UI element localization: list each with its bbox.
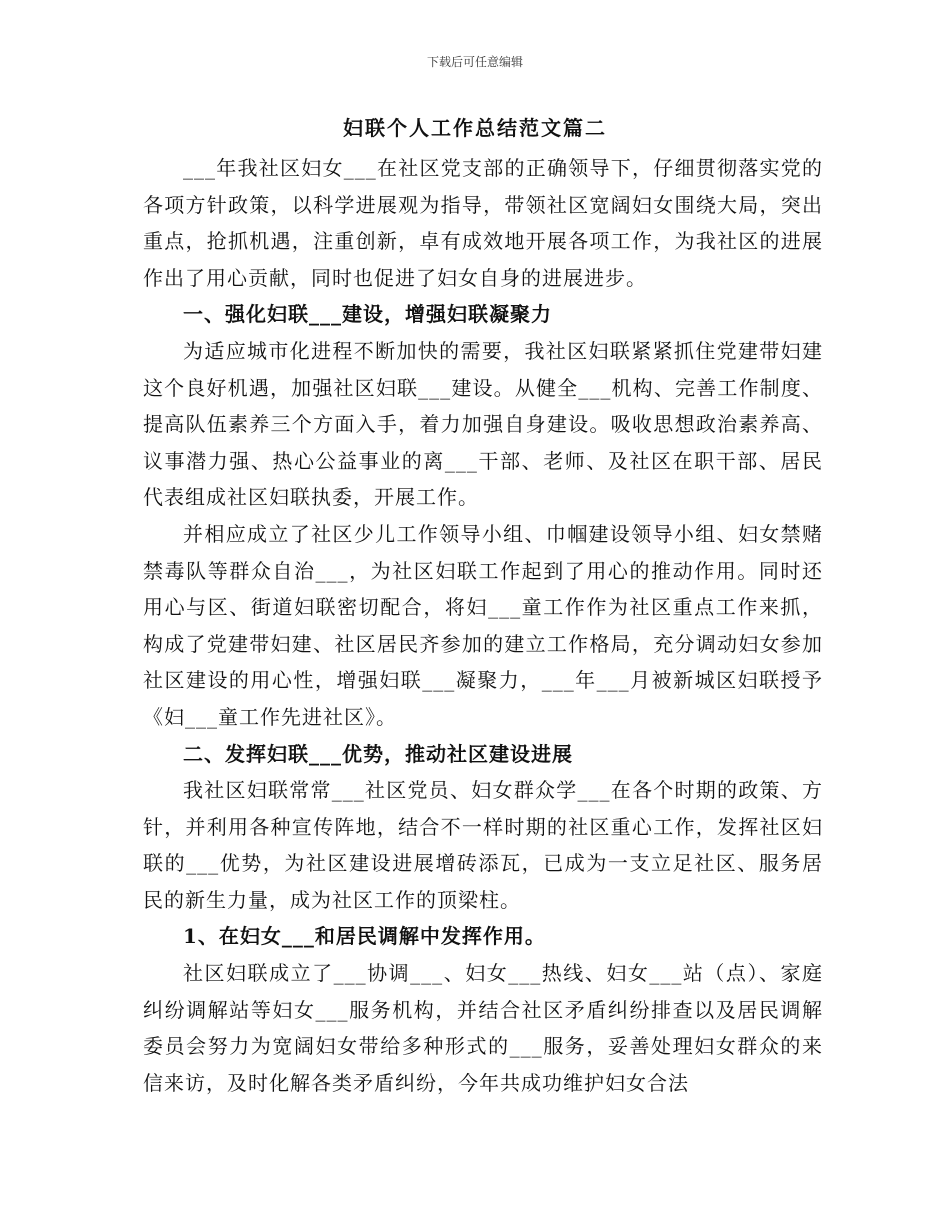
- paragraph: 我社区妇联常常___社区党员、妇女群众学___在各个时期的政策、方针，并利用各种宣传阵地，结合不一样时期的社区重心工作，发挥社区妇联的___优势，为社区建设进展增砖添瓦，已成为一支立足社区、服务居民的新生力量，成为社区工作的顶梁柱。: [143, 778, 823, 912]
- paragraph: 社区妇联成立了___协调___、妇女___热线、妇女___站（点）、家庭纠纷调解站等妇女___服务机构，并结合社区矛盾纠纷排查以及居民调解委员会努力为宽阔妇女带给多种形式的___服务，妥善处理妇女群众的来信来访，及时化解各类矛盾纠纷，今年共成功维护妇女合法: [143, 961, 823, 1095]
- subsection-heading-1: 1、在妇女___和居民调解中发挥作用。: [183, 924, 546, 949]
- paragraph: 为适应城市化进程不断加快的需要，我社区妇联紧紧抓住党建带妇建这个良好机遇，加强社区妇联___建设。从健全___机构、完善工作制度、提高队伍素养三个方面入手，着力加强自身建设。吸收思想政治素养高、议事潜力强、热心公益事业的离___干部、老师、及社区在职干部、居民代表组成社区妇联执委，开展工作。: [143, 338, 823, 510]
- header-note: 下载后可任意编辑: [426, 55, 523, 69]
- section-heading-1: 一、强化妇联___建设，增强妇联凝聚力: [183, 302, 552, 327]
- paragraph: 并相应成立了社区少儿工作领导小组、巾帼建设领导小组、妇女禁赌禁毒队等群众自治___，为社区妇联工作起到了用心的推动作用。同时还用心与区、街道妇联密切配合，将妇___童工作作为社区重点工作来抓，构成了党建带妇建、社区居民齐参加的建立工作格局，充分调动妇女参加社区建设的用心性，增强妇联___凝聚力，___年___月被新城区妇联授予《妇___童工作先进社区》。: [143, 521, 823, 729]
- paragraph-intro: ___年我社区妇女___在社区党支部的正确领导下，仔细贯彻落实党的各项方针政策，以科学进展观为指导，带领社区宽阔妇女围绕大局，突出重点，抢抓机遇，注重创新，卓有成效地开展各项工作，为我社区的进展作出了用心贡献，同时也促进了妇女自身的进展进步。: [143, 156, 823, 290]
- document-body: [143, 150, 823, 1101]
- document-title: 妇联个人工作总结范文篇二: [343, 116, 607, 140]
- section-heading-2: 二、发挥妇联___优势，推动社区建设进展: [183, 741, 573, 766]
